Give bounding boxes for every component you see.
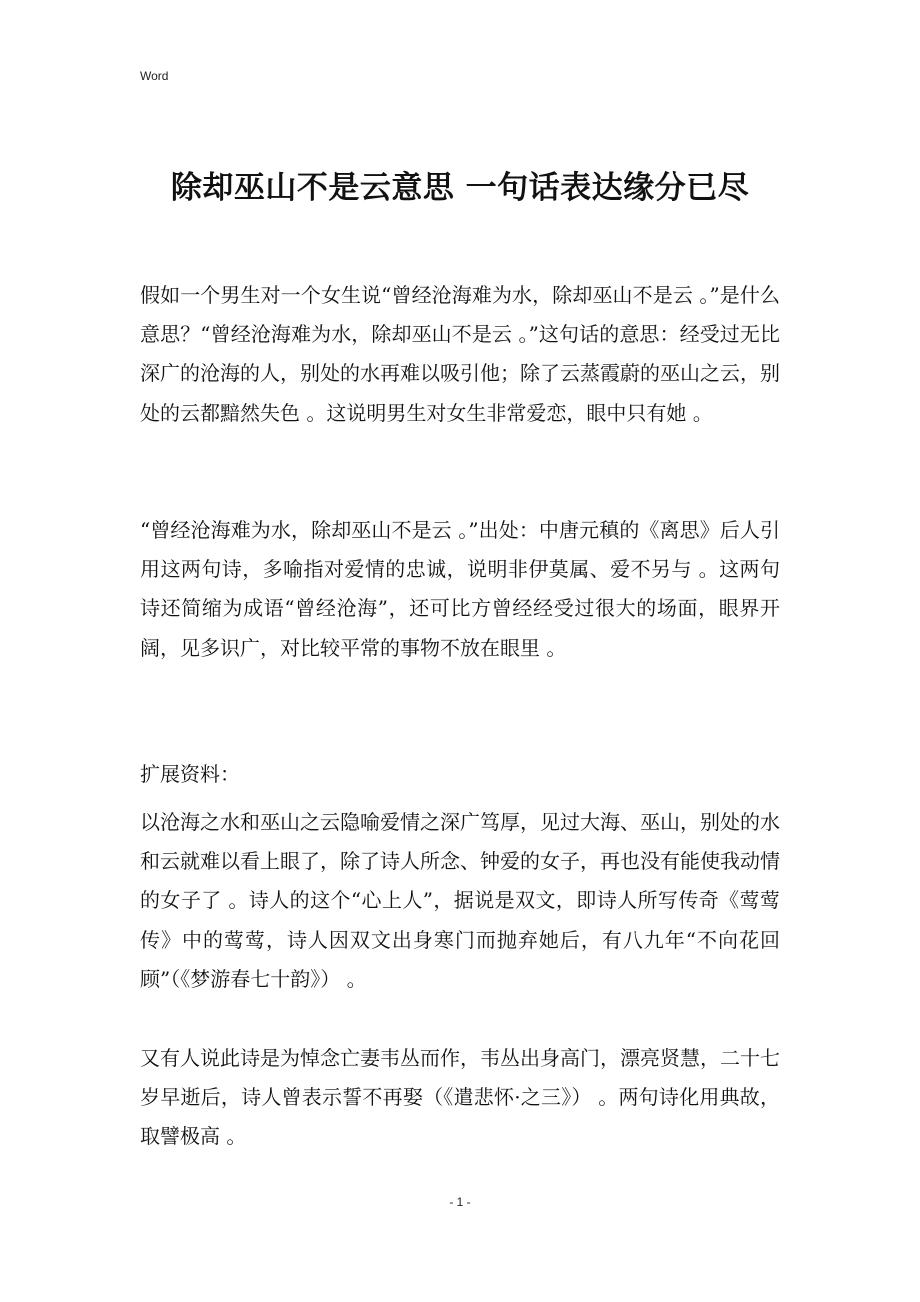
document-header-label: Word — [140, 69, 169, 83]
paragraph-extended-heading: 扩展资料： — [140, 762, 240, 786]
paragraph-meaning: 假如一个男生对一个女生说“曾经沧海难为水，除却巫山不是云 。”是什么意思？“曾经沧海难为水，除却巫山不是云 。”这句话的意思：经受过无比深广的沧海的人，别处的水再难以吸引他；除了云蒸霞蔚的巫山之云，别处的云都黯然失色 。这说明男生对女生非常爱恋，眼中只有她 。 — [140, 283, 780, 425]
paragraph-wife-theory: 又有人说此诗是为悼念亡妻韦丛而作，韦丛出身高门，漂亮贤慧，二十七岁早逝后，诗人曾表示誓不再娶（《遣悲怀·之三》） 。两句诗化用典故，取譬极高 。 — [140, 1046, 780, 1149]
paragraph-source: “曾经沧海难为水，除却巫山不是云 。”出处：中唐元稹的《离思》后人引用这两句诗，多喻指对爱情的忠诚，说明非伊莫属、爱不另与 。这两句诗还简缩为成语“曾经沧海”，还可比方曾经经受过很大的场面，眼界开阔，见多识广，对比较平常的事物不放在眼里 。 — [140, 518, 780, 660]
paragraph-metaphor: 以沧海之水和巫山之云隐喻爱情之深广笃厚，见过大海、巫山，别处的水和云就难以看上眼了，除了诗人所念、钟爱的女子，再也没有能使我动情的女子了 。诗人的这个“心上人”，据说是双文，即诗人所写传奇《莺莺传》中的莺莺，诗人因双文出身寒门而抛弃她后，有八九年“不向花回顾”（《梦游春七十韵》） 。 — [140, 810, 780, 991]
document-title: 除却巫山不是云意思 一句话表达缘分已尽 — [170, 169, 750, 206]
page-number: - 1 - — [449, 1195, 471, 1209]
